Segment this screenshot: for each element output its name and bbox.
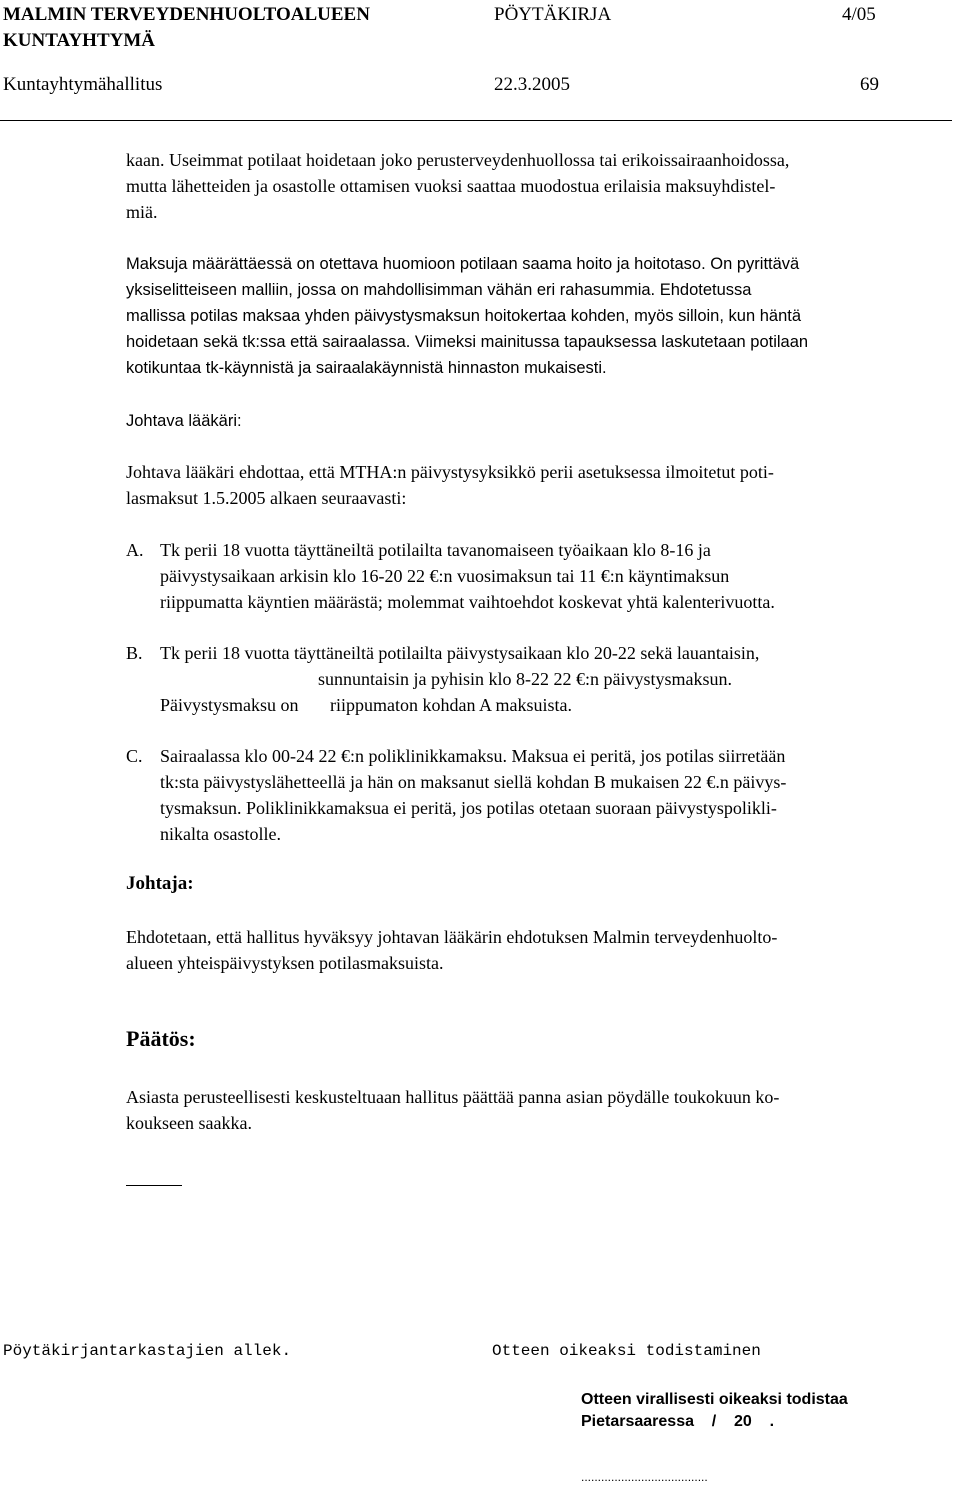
footer-reviewers: Pöytäkirjantarkastajien allek. [3, 1342, 292, 1360]
text-line: alueen yhteispäivystyksen potilasmaksuista. [126, 953, 444, 973]
doc-type: PÖYTÄKIRJA [494, 4, 612, 25]
text-line: Asiasta perusteellisesti keskusteltuaan hallitus päättää panna asian pöydälle toukokuun ko- [126, 1087, 780, 1107]
text-line: tysmaksun. Poliklinikkamaksua ei peritä, jos potilas otetaan suoraan päivystyspolikli- [160, 798, 777, 818]
item-letter: A. [126, 540, 144, 560]
text-line: päivystysaikaan arkisin klo 16-20 22 €:n vuosimaksun tai 11 €:n käyntimaksun [160, 566, 730, 586]
org-name-line2: KUNTAYHTYMÄ [3, 30, 156, 51]
header-rule [0, 120, 952, 121]
item-letter: B. [126, 643, 143, 663]
heading-johtaja: Johtaja: [126, 873, 194, 894]
text-line: hoidetaan sekä tk:ssa että sairaalassa. Viimeksi mainitussa tapauksessa laskutetaan potilaan [126, 333, 809, 351]
certify-line2: Pietarsaaressa / 20 . [581, 1413, 775, 1430]
text-line: Sairaalassa klo 00-24 22 €:n poliklinikkamaksu. Maksua ei peritä, jos potilas siirretään [160, 746, 786, 766]
doc-number: 4/05 [842, 4, 876, 25]
text-line: Päivystysmaksu on riippumaton kohdan A maksuista. [160, 695, 572, 715]
paragraph-johtaja [126, 924, 956, 976]
paragraph-paatos [126, 1084, 956, 1136]
org-name-line1: MALMIN TERVEYDENHUOLTOALUEEN [3, 4, 370, 25]
paragraph-fees [126, 251, 956, 381]
text-line: riippumatta käyntien määrästä; molemmat vaihtoehdot koskevat yhtä kalenterivuotta. [160, 592, 775, 612]
text-line: koukseen saakka. [126, 1113, 252, 1133]
text-line: nikalta osastolle. [160, 824, 281, 844]
text-line: mallissa potilas maksaa yhden päivystysmaksun hoitokertaa kohden, myös silloin, kun häntä [126, 307, 802, 325]
label-johtava-laakari: Johtava lääkäri: [126, 412, 242, 430]
text-line: kaan. Useimmat potilaat hoidetaan joko perusterveydenhuollossa tai erikoissairaanhoidossa, [126, 150, 790, 170]
text-line: lasmaksut 1.5.2005 alkaen seuraavasti: [126, 488, 407, 508]
text-line: miä. [126, 202, 158, 222]
text-line: Johtava lääkäri ehdottaa, että MTHA:n päivystysyksikkö perii asetuksessa ilmoitetut poti- [126, 462, 774, 482]
meeting-date: 22.3.2005 [494, 74, 570, 95]
certify-line1: Otteen virallisesti oikeaksi todistaa [581, 1391, 848, 1408]
paragraph-intro [126, 147, 956, 225]
text-line: sunnuntaisin ja pyhisin klo 8-22 22 €:n päivystysmaksun. [318, 669, 732, 689]
section-number: 69 [860, 74, 879, 95]
text-line: tk:sta päivystyslähetteellä ja hän on maksanut siellä kohdan B mukaisen 22 €.n päivys- [160, 772, 787, 792]
footer-certification: Otteen oikeaksi todistaminen [492, 1342, 761, 1360]
text-line: Tk perii 18 vuotta täyttäneiltä potilailta tavanomaiseen työaikaan klo 8-16 ja [160, 540, 711, 560]
text-line: yksiselitteiseen malliin, jossa on mahdollisimman vähän eri rahasummia. Ehdotetussa [126, 281, 752, 299]
text-line: mutta lähetteiden ja osastolle ottamisen vuoksi saattaa muodostua erilaisia maksuyhdistel- [126, 176, 776, 196]
item-letter: C. [126, 746, 143, 766]
closing-rule [126, 1185, 182, 1186]
heading-paatos: Päätös: [126, 1026, 196, 1051]
text-line: Ehdotetaan, että hallitus hyväksyy johtavan lääkärin ehdotuksen Malmin terveydenhuolto- [126, 927, 778, 947]
text-line: kotikuntaa tk-käynnistä ja sairaalakäynnistä hinnaston mukaisesti. [126, 359, 607, 377]
text-line: Maksuja määrättäessä on otettava huomioon potilaan saama hoito ja hoitotaso. On pyrittävä [126, 255, 800, 273]
paragraph-proposal [126, 459, 956, 511]
body-name: Kuntayhtymähallitus [3, 74, 163, 95]
text-line: Tk perii 18 vuotta täyttäneiltä potilailta päivystysaikaan klo 20-22 sekä lauantaisin, [160, 643, 760, 663]
signature-dots: ...................................... [581, 1470, 708, 1484]
